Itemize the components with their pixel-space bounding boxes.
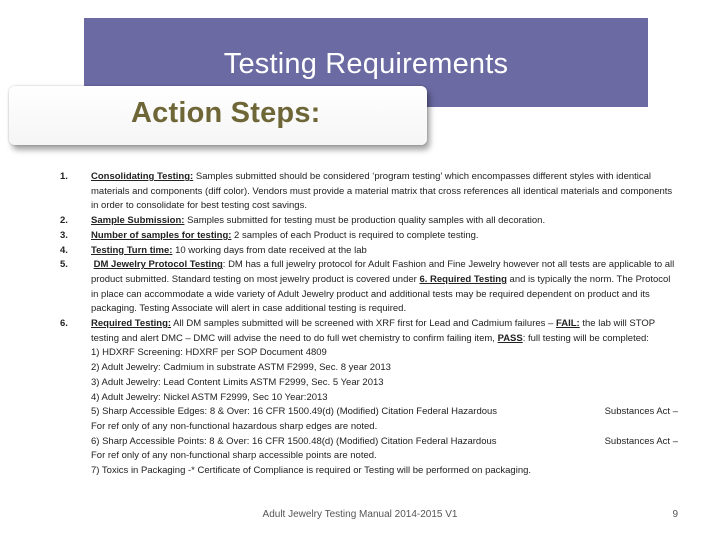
sub-item-note: For ref only of any non-functional sharp accessible points are noted. — [91, 450, 377, 462]
sub-item — [91, 435, 678, 450]
item-text: and is typically the norm. The Protocol in place can accommodate a wide variety of Adult Jewelry product and additional tests may be required dependent on product and its packaging. Testing Associate will alert in case additional testing is required. — [91, 273, 671, 315]
item-text: 10 working days from date received at the lab — [172, 244, 367, 256]
list-item — [60, 214, 678, 229]
sub-item-text: 5) Sharp Accessible Edges: 8 & Over: 16 CFR 1500.49(d) (Modified) Citation Federal Hazardous — [91, 406, 498, 418]
item-label: Sample Submission: — [91, 215, 185, 227]
footer-text: Adult Jewelry Testing Manual 2014-2015 V1 — [262, 509, 458, 520]
item-number: 5. — [60, 259, 68, 271]
page-title: Testing Requirements — [223, 48, 509, 80]
required-testing-ref: 6. Required Testing — [419, 273, 507, 285]
sub-item-text: Substances Act – — [604, 435, 678, 447]
item-label: Required Testing: — [91, 318, 172, 330]
item-label: Number of samples for testing: — [91, 229, 232, 241]
sub-item: 4) Adult Jewelry: Nickel ASTM F2999, Sec 10 Year:2013 — [91, 391, 328, 403]
item-number: 2. — [60, 215, 68, 227]
item-number: 6. — [60, 318, 68, 330]
list-item — [60, 244, 678, 259]
sub-item: 3) Adult Jewelry: Lead Content Limits ASTM F2999, Sec. 5 Year 2013 — [91, 376, 384, 388]
item-number: 3. — [60, 229, 68, 241]
fail-label: FAIL: — [555, 318, 580, 330]
sub-item-note: For ref only of any non-functional hazardous sharp edges are noted. — [91, 420, 378, 432]
sub-item: 7) Toxics in Packaging -* Certificate of Compliance is required or Testing will be performed on packaging. — [91, 465, 532, 477]
list-item — [60, 229, 678, 244]
action-steps-title: Action Steps: — [131, 97, 321, 129]
item-number: 1. — [60, 171, 68, 182]
sub-item-text: Substances Act – — [604, 406, 678, 418]
list-item — [60, 317, 678, 479]
steps-list — [60, 170, 678, 479]
list-item — [60, 258, 678, 317]
action-steps-box — [9, 86, 427, 145]
sub-item-text: 6) Sharp Accessible Points: 8 & Over: 16 CFR 1500.48(d) (Modified) Citation Federal Hazardous — [91, 435, 497, 447]
item-label: Consolidating Testing: — [91, 171, 194, 182]
item-text: Samples submitted should be considered ‘program testing’ which encompasses different styles with identical materials and components (diff color). Vendors must provide a material matrix that cross references all identical materials and components in order to consolidate for best testing cost savings. — [91, 171, 673, 212]
item-text: : DM has a full jewelry protocol for Adult Fashion and Fine Jewelry however not all tests are applicable to all product submitted. Standard testing on most jewelry product is covered under — [91, 259, 675, 285]
item-label: Testing Turn time: — [91, 244, 173, 256]
pass-label: PASS — [497, 332, 523, 344]
item-text: : full testing will be completed: — [522, 332, 649, 344]
sub-item — [91, 405, 678, 420]
list-item — [60, 170, 678, 214]
item-text: 2 samples of each Product is required to complete testing. — [231, 229, 479, 241]
item-text: the lab will STOP testing and alert DMC – DMC will advise the need to do full wet chemistry to confirm failing item, — [91, 318, 655, 344]
page-number: 9 — [672, 509, 678, 520]
sub-item: 1) HDXRF Screening: HDXRF per SOP Document 4809 — [91, 347, 327, 359]
item-text: Samples submitted for testing must be production quality samples with all decoration. — [184, 215, 546, 227]
item-number: 4. — [60, 244, 68, 256]
item-label: DM Jewelry Protocol Testing — [93, 259, 223, 271]
sub-item: 2) Adult Jewelry: Cadmium in substrate ASTM F2999, Sec. 8 year 2013 — [91, 362, 391, 374]
item-text: All DM samples submitted will be screened with XRF first for Lead and Cadmium failures – — [171, 318, 556, 330]
